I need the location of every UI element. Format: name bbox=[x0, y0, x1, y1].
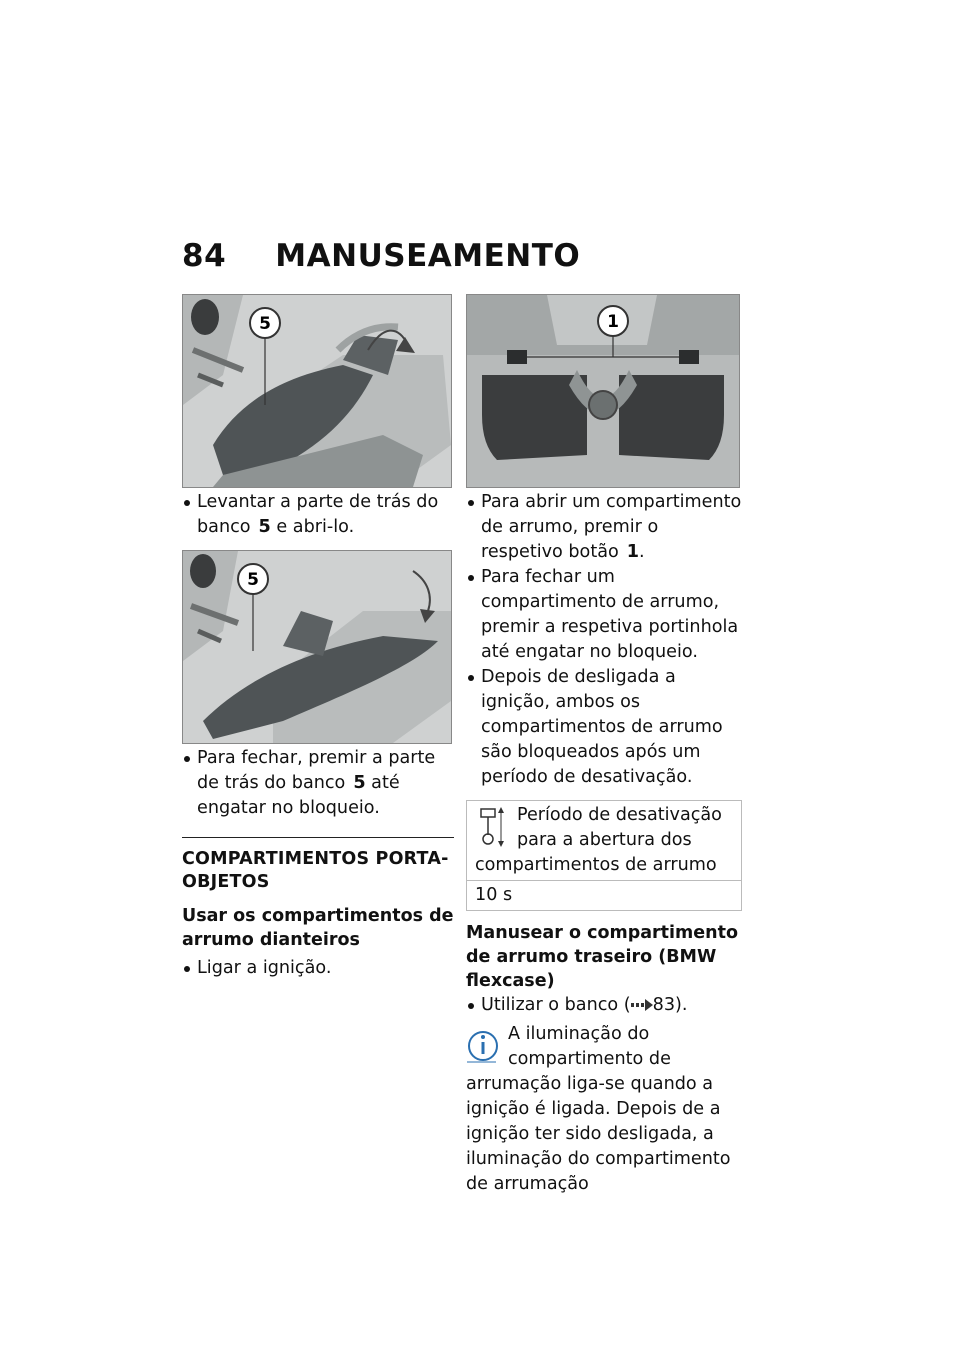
step-tail: ). bbox=[675, 995, 688, 1015]
step-close-seat bbox=[182, 746, 454, 821]
right-column bbox=[466, 490, 742, 1197]
ref-number: 1 bbox=[626, 542, 640, 562]
step-tail: e abri-lo. bbox=[276, 517, 355, 537]
sub-title-front: Usar os compartimentos de arrumo dianteiros bbox=[182, 906, 454, 950]
page-header bbox=[182, 238, 580, 274]
step-text: Para fechar, premir a parte de trás do banco bbox=[197, 748, 436, 793]
page-reference[interactable]: 83 bbox=[652, 995, 676, 1015]
ref-number: 5 bbox=[258, 517, 271, 537]
deactivation-spec-table bbox=[466, 800, 742, 911]
spec-value: 10 s bbox=[467, 881, 742, 911]
page-link-arrow-icon bbox=[631, 999, 653, 1011]
callout-5b: 5 bbox=[247, 570, 259, 590]
page-number: 84 bbox=[182, 238, 227, 274]
info-text: A iluminação do compartimento de arrumação liga-se quando a ignição é ligada. Depois de a ignição ter sido desligada, a iluminação do compartimento de arrumação bbox=[466, 1024, 731, 1194]
step-lift-seat bbox=[182, 490, 454, 540]
callout-1: 1 bbox=[607, 312, 619, 332]
info-note bbox=[466, 1022, 742, 1197]
step-text: Utilizar o banco ( bbox=[481, 995, 631, 1015]
spec-label-cell bbox=[467, 801, 742, 881]
left-column-2 bbox=[182, 746, 454, 981]
step-close-compartment: Para fechar um compartimento de arrumo, premir a respetiva portinhola até engatar no bloqueio. bbox=[466, 565, 742, 665]
step-tail: até engatar no bloqueio. bbox=[197, 773, 400, 818]
seat-open-photo bbox=[182, 294, 452, 488]
page-title: MANUSEAMENTO bbox=[275, 238, 581, 274]
step-use-seat bbox=[466, 993, 742, 1018]
section-title: COMPARTIMENTOS PORTA-OBJETOS bbox=[182, 837, 454, 894]
left-column-1 bbox=[182, 490, 454, 540]
step-lock-info: Depois de desligada a ignição, ambos os compartimentos de arrumo são bloqueados após um período de desativação. bbox=[466, 665, 742, 790]
spec-label: Período de desativação para a abertura dos compartimentos de arrumo bbox=[475, 805, 722, 875]
sub-title-rear: Manusear o compartimento de arrumo traseiro (BMW flexcase) bbox=[466, 923, 738, 991]
step-text: Levantar a parte de trás do banco bbox=[197, 492, 439, 537]
step-open-compartment bbox=[466, 490, 742, 565]
callout-5: 5 bbox=[259, 314, 271, 334]
seat-close-photo bbox=[182, 550, 452, 744]
front-compartments-photo bbox=[466, 294, 740, 488]
ref-number: 5 bbox=[353, 773, 366, 793]
step-tail: . bbox=[639, 542, 645, 562]
step-ignition: Ligar a ignição. bbox=[182, 956, 454, 981]
stopwatch-icon bbox=[475, 805, 509, 849]
info-icon bbox=[466, 1024, 500, 1064]
step-text: Para abrir um compartimento de arrumo, premir o respetivo botão bbox=[481, 492, 742, 562]
